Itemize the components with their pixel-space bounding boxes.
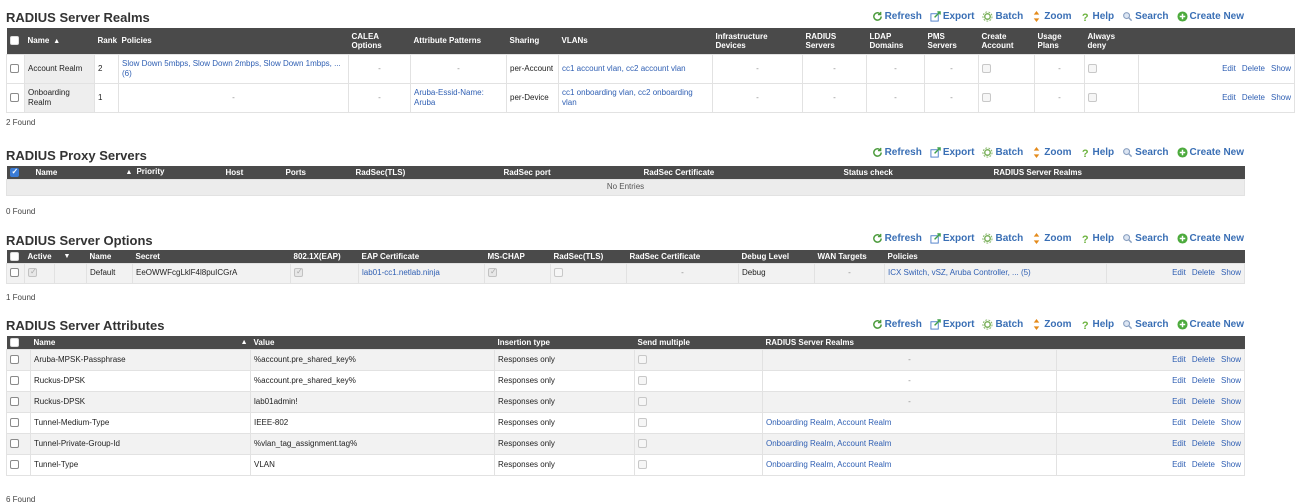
show-link[interactable]: Show (1220, 438, 1241, 448)
attr-name: Aruba-MPSK-Passphrase (31, 349, 251, 370)
export-button[interactable] (930, 319, 975, 330)
col-radsec-tls[interactable]: RadSec(TLS) (353, 166, 501, 179)
col-rank[interactable]: Rank (95, 28, 119, 54)
batch-button[interactable] (982, 147, 1023, 158)
realms-found-count: 2 Found (6, 118, 36, 127)
plus-circle-icon (1177, 11, 1188, 22)
debug-level: Debug (739, 263, 815, 283)
search-icon (1122, 319, 1133, 330)
col-radsec-certificate[interactable]: RadSec Certificate (627, 250, 739, 263)
options-found-count: 1 Found (6, 293, 36, 302)
send-multiple-checkbox (635, 412, 763, 433)
realm-vlans-link[interactable]: cc1 account vlan, cc2 account vlan (559, 54, 713, 83)
col-policies[interactable]: Policies (119, 28, 349, 54)
svg-text:?: ? (1081, 147, 1089, 160)
edit-link[interactable]: Edit (1172, 375, 1186, 385)
col-status-check[interactable]: Status check (841, 166, 991, 179)
col-radius-server-realms[interactable]: RADIUS Server Realms (991, 166, 1245, 179)
sort-down-icon: ▼ (63, 253, 71, 261)
delete-link[interactable]: Delete (1241, 92, 1265, 102)
row-checkbox[interactable] (7, 54, 25, 83)
export-label: Export (942, 10, 975, 22)
refresh-label: Refresh (884, 318, 922, 330)
col-active[interactable]: Active (25, 250, 55, 263)
help-button[interactable] (1080, 233, 1115, 244)
batch-button[interactable] (982, 11, 1023, 22)
realm-policies: - (119, 83, 349, 112)
show-link[interactable]: Show (1220, 268, 1241, 277)
export-icon (930, 147, 941, 158)
realm-attr: - (411, 54, 507, 83)
row-actions (1057, 370, 1245, 391)
col-infrastructure-devices[interactable]: Infrastructure Devices (713, 28, 803, 54)
row-actions (1057, 391, 1245, 412)
always-deny-checkbox (1085, 83, 1139, 112)
table-row (7, 83, 1295, 112)
option-name: Default (87, 263, 133, 283)
row-checkbox[interactable] (7, 433, 31, 454)
section-toolbar (872, 316, 1244, 332)
realm-calea: - (349, 54, 411, 83)
col-radius-servers[interactable]: RADIUS Servers (803, 28, 867, 54)
col-sort (55, 250, 87, 263)
export-button[interactable] (930, 11, 975, 22)
col-policies[interactable]: Policies (885, 250, 1107, 263)
col-name[interactable]: Name (33, 166, 123, 179)
table-row (7, 54, 1295, 83)
attr-value: %account.pre_shared_key% (251, 349, 495, 370)
col-priority[interactable]: ▲ Priority (123, 166, 223, 179)
help-label: Help (1092, 146, 1115, 158)
col-ms-chap[interactable]: MS-CHAP (485, 250, 551, 263)
options-title: RADIUS Server Options (6, 233, 153, 248)
delete-link[interactable]: Delete (1191, 459, 1215, 469)
search-icon (1122, 233, 1133, 244)
batch-label: Batch (995, 146, 1024, 158)
attributes-table (6, 336, 1245, 476)
options-section (6, 226, 1244, 304)
row-checkbox[interactable] (7, 263, 25, 283)
zoom-button[interactable] (1031, 319, 1071, 330)
col-secret[interactable]: Secret (133, 250, 291, 263)
active-checkbox (25, 263, 55, 283)
create-new-button[interactable] (1177, 147, 1244, 158)
sort-up-icon: ▲ (240, 338, 248, 346)
row-checkbox[interactable] (7, 412, 31, 433)
plus-circle-icon (1177, 319, 1188, 330)
refresh-icon (872, 233, 883, 244)
col-sharing[interactable]: Sharing (507, 28, 559, 54)
search-label: Search (1135, 10, 1169, 22)
attr-value: IEEE-802 (251, 412, 495, 433)
col-actions (1139, 28, 1295, 54)
zoom-icon (1031, 11, 1042, 22)
attributes-title: RADIUS Server Attributes (6, 318, 165, 333)
realm-infra: - (713, 83, 803, 112)
realm-calea: - (349, 83, 411, 112)
refresh-button[interactable] (872, 147, 922, 158)
search-icon (1122, 147, 1133, 158)
realms-header-row (7, 28, 1295, 54)
col-actions (1057, 336, 1245, 349)
col-name[interactable]: Name ▲ (25, 28, 95, 54)
attr-insertion: Responses only (495, 391, 635, 412)
refresh-icon (872, 147, 883, 158)
realm-attr-link[interactable]: Aruba-Essid-Name: Aruba (411, 83, 507, 112)
zoom-icon (1031, 147, 1042, 158)
refresh-icon (872, 319, 883, 330)
col-name[interactable]: Name (87, 250, 133, 263)
delete-link[interactable]: Delete (1191, 396, 1215, 406)
create-account-checkbox (979, 54, 1035, 83)
delete-link[interactable]: Delete (1191, 438, 1215, 448)
wan-targets: - (815, 263, 885, 283)
col-name[interactable]: Name ▲ (31, 336, 251, 349)
edit-link[interactable]: Edit (1172, 354, 1186, 364)
realm-sharing: per-Device (507, 83, 559, 112)
row-checkbox[interactable] (7, 83, 25, 112)
help-icon (1080, 147, 1091, 158)
edit-link[interactable]: Edit (1172, 417, 1186, 427)
realm-radius: - (803, 54, 867, 83)
attr-realms-link[interactable]: Onboarding Realm, Account Realm (763, 433, 1057, 454)
col-radsec-tls[interactable]: RadSec(TLS) (551, 250, 627, 263)
search-label: Search (1135, 318, 1169, 330)
attr-insertion: Responses only (495, 412, 635, 433)
search-icon (1122, 11, 1133, 22)
col-actions (1107, 250, 1245, 263)
export-button[interactable] (930, 147, 975, 158)
col-send-multiple[interactable]: Send multiple (635, 336, 763, 349)
export-label: Export (942, 146, 975, 158)
show-link[interactable]: Show (1220, 396, 1241, 406)
refresh-label: Refresh (884, 10, 922, 22)
search-label: Search (1135, 232, 1169, 244)
option-policies-link[interactable]: ICX Switch, vSZ, Aruba Controller, ... (5) (885, 263, 1107, 283)
col-radsec-port[interactable]: RadSec port (501, 166, 641, 179)
search-button[interactable] (1122, 319, 1168, 330)
refresh-label: Refresh (884, 232, 922, 244)
attr-insertion: Responses only (495, 433, 635, 454)
batch-button[interactable] (982, 319, 1023, 330)
select-all-checkbox[interactable] (7, 250, 25, 263)
show-link[interactable]: Show (1220, 417, 1241, 427)
proxy-title: RADIUS Proxy Servers (6, 148, 147, 163)
proxy-header-row (7, 166, 1245, 179)
export-label: Export (942, 318, 975, 330)
sort-up-icon: ▲ (53, 37, 61, 45)
edit-link[interactable]: Edit (1172, 459, 1186, 469)
col-usage-plans[interactable]: Usage Plans (1035, 28, 1085, 54)
col-always-deny[interactable]: Always deny (1085, 28, 1139, 54)
delete-link[interactable]: Delete (1191, 417, 1215, 427)
eap-checkbox (291, 263, 359, 283)
table-row (7, 263, 1245, 283)
show-link[interactable]: Show (1220, 375, 1241, 385)
row-actions (1139, 54, 1295, 83)
row-actions (1107, 263, 1245, 283)
help-button[interactable] (1080, 147, 1115, 158)
proxy-section (6, 140, 1244, 218)
always-deny-checkbox (1085, 54, 1139, 83)
realms-table (6, 28, 1295, 113)
realm-rank: 1 (95, 83, 119, 112)
batch-button[interactable] (982, 233, 1023, 244)
attr-value: %account.pre_shared_key% (251, 370, 495, 391)
col-calea[interactable]: CALEA Options (349, 28, 411, 54)
attributes-header-row (7, 336, 1245, 349)
create-new-button[interactable] (1177, 11, 1244, 22)
row-actions (1139, 83, 1295, 112)
svg-text:?: ? (1081, 233, 1089, 246)
section-toolbar (872, 144, 1244, 160)
radsec-checkbox (551, 263, 627, 283)
attr-value: VLAN (251, 454, 495, 475)
realm-usage: - (1035, 83, 1085, 112)
create-new-label: Create New (1189, 10, 1244, 22)
zoom-icon (1031, 233, 1042, 244)
realm-ldap: - (867, 83, 925, 112)
create-new-button[interactable] (1177, 319, 1244, 330)
attr-realms: - (763, 370, 1057, 391)
help-icon (1080, 11, 1091, 22)
realm-rank: 2 (95, 54, 119, 83)
realms-section (6, 6, 1291, 128)
realm-vlans-link[interactable]: cc1 onboarding vlan, cc2 onboarding vlan (559, 83, 713, 112)
zoom-button[interactable] (1031, 11, 1071, 22)
attr-insertion: Responses only (495, 370, 635, 391)
row-checkbox[interactable] (7, 391, 31, 412)
help-label: Help (1092, 10, 1115, 22)
show-link[interactable]: Show (1220, 459, 1241, 469)
realm-policies-link[interactable]: Slow Down 5mbps, Slow Down 2mbps, Slow Down 1mbps, ... (6) (119, 54, 349, 83)
realm-sharing: per-Account (507, 54, 559, 83)
search-button[interactable] (1122, 147, 1168, 158)
attr-value: %vlan_tag_assignment.tag% (251, 433, 495, 454)
attr-insertion: Responses only (495, 349, 635, 370)
edit-link[interactable]: Edit (1172, 268, 1186, 277)
create-account-checkbox (979, 83, 1035, 112)
create-new-label: Create New (1189, 232, 1244, 244)
realm-pms: - (925, 83, 979, 112)
attr-name: Ruckus-DPSK (31, 370, 251, 391)
attributes-found-count: 6 Found (6, 495, 36, 504)
row-checkbox[interactable] (7, 349, 31, 370)
zoom-label: Zoom (1044, 10, 1072, 22)
delete-link[interactable]: Delete (1241, 63, 1265, 73)
attr-realms: - (763, 391, 1057, 412)
help-icon (1080, 319, 1091, 330)
plus-circle-icon (1177, 233, 1188, 244)
row-actions (1057, 349, 1245, 370)
edit-link[interactable]: Edit (1222, 92, 1236, 102)
proxy-table (6, 166, 1245, 196)
attr-realms-link[interactable]: Onboarding Realm, Account Realm (763, 412, 1057, 433)
batch-icon (982, 11, 993, 22)
edit-link[interactable]: Edit (1172, 396, 1186, 406)
section-toolbar (872, 8, 1244, 24)
send-multiple-checkbox (635, 349, 763, 370)
refresh-label: Refresh (884, 146, 922, 158)
zoom-label: Zoom (1044, 318, 1072, 330)
col-wan-targets[interactable]: WAN Targets (815, 250, 885, 263)
table-row (7, 433, 1245, 454)
eap-certificate-link[interactable]: lab01-cc1.netlab.ninja (359, 263, 485, 283)
zoom-button[interactable] (1031, 147, 1071, 158)
realm-infra: - (713, 54, 803, 83)
table-row (7, 412, 1245, 433)
help-icon (1080, 233, 1091, 244)
show-link[interactable]: Show (1270, 92, 1291, 102)
zoom-label: Zoom (1044, 146, 1072, 158)
send-multiple-checkbox (635, 391, 763, 412)
options-table (6, 250, 1245, 284)
refresh-icon (872, 11, 883, 22)
col-host[interactable]: Host (223, 166, 283, 179)
attr-realms-link[interactable]: Onboarding Realm, Account Realm (763, 454, 1057, 475)
export-button[interactable] (930, 233, 975, 244)
delete-link[interactable]: Delete (1191, 375, 1215, 385)
options-header-row (7, 250, 1245, 263)
delete-link[interactable]: Delete (1191, 268, 1215, 277)
svg-text:?: ? (1081, 11, 1089, 24)
svg-text:?: ? (1081, 319, 1089, 332)
refresh-button[interactable] (872, 319, 922, 330)
col-eap-certificate[interactable]: EAP Certificate (359, 250, 485, 263)
select-all-checkbox[interactable] (7, 28, 25, 54)
attr-value: lab01admin! (251, 391, 495, 412)
col-8021x-eap[interactable]: 802.1X(EAP) (291, 250, 359, 263)
send-multiple-checkbox (635, 433, 763, 454)
plus-circle-icon (1177, 147, 1188, 158)
col-attribute-patterns[interactable]: Attribute Patterns (411, 28, 507, 54)
refresh-button[interactable] (872, 233, 922, 244)
realm-name: Account Realm (25, 54, 95, 83)
realm-ldap: - (867, 54, 925, 83)
select-all-checkbox[interactable] (7, 166, 33, 179)
col-create-account[interactable]: Create Account (979, 28, 1035, 54)
batch-icon (982, 233, 993, 244)
col-pms-servers[interactable]: PMS Servers (925, 28, 979, 54)
ms-chap-checkbox (485, 263, 551, 283)
table-row (7, 370, 1245, 391)
attributes-section (6, 312, 1244, 502)
col-ports[interactable]: Ports (283, 166, 353, 179)
edit-link[interactable]: Edit (1222, 63, 1236, 73)
show-link[interactable]: Show (1270, 63, 1291, 73)
zoom-label: Zoom (1044, 232, 1072, 244)
batch-label: Batch (995, 10, 1024, 22)
table-row (7, 454, 1245, 475)
realm-name: Onboarding Realm (25, 83, 95, 112)
show-link[interactable]: Show (1220, 354, 1241, 364)
help-button[interactable] (1080, 11, 1115, 22)
search-label: Search (1135, 146, 1169, 158)
create-new-button[interactable] (1177, 233, 1244, 244)
table-row (7, 391, 1245, 412)
batch-label: Batch (995, 318, 1024, 330)
create-new-label: Create New (1189, 146, 1244, 158)
attr-name: Ruckus-DPSK (31, 391, 251, 412)
row-actions (1057, 412, 1245, 433)
col-value[interactable]: Value (251, 336, 495, 349)
export-icon (930, 11, 941, 22)
attr-name: Tunnel-Type (31, 454, 251, 475)
select-all-checkbox[interactable] (7, 336, 31, 349)
export-icon (930, 233, 941, 244)
section-toolbar (872, 230, 1244, 246)
col-radius-server-realms[interactable]: RADIUS Server Realms (763, 336, 1057, 349)
search-button[interactable] (1122, 233, 1168, 244)
export-label: Export (942, 232, 975, 244)
sort-up-icon: ▲ (125, 169, 133, 177)
table-row (7, 349, 1245, 370)
realm-radius: - (803, 83, 867, 112)
batch-icon (982, 147, 993, 158)
option-secret: EeOWWFcgLklF4l8puICGrA (133, 263, 291, 283)
batch-icon (982, 319, 993, 330)
realm-pms: - (925, 54, 979, 83)
col-vlans[interactable]: VLANs (559, 28, 713, 54)
attr-name: Tunnel-Medium-Type (31, 412, 251, 433)
search-button[interactable] (1122, 11, 1168, 22)
table-row (7, 179, 1245, 195)
attr-name: Tunnel-Private-Group-Id (31, 433, 251, 454)
batch-label: Batch (995, 232, 1024, 244)
help-label: Help (1092, 318, 1115, 330)
refresh-button[interactable] (872, 11, 922, 22)
proxy-found-count: 0 Found (6, 207, 36, 216)
send-multiple-checkbox (635, 370, 763, 391)
radsec-certificate: - (627, 263, 739, 283)
send-multiple-checkbox (635, 454, 763, 475)
row-checkbox[interactable] (7, 454, 31, 475)
help-label: Help (1092, 232, 1115, 244)
col-radsec-certificate[interactable]: RadSec Certificate (641, 166, 841, 179)
row-actions (1057, 433, 1245, 454)
row-checkbox[interactable] (7, 370, 31, 391)
col-insertion-type[interactable]: Insertion type (495, 336, 635, 349)
create-new-label: Create New (1189, 318, 1244, 330)
help-button[interactable] (1080, 319, 1115, 330)
realms-title: RADIUS Server Realms (6, 10, 150, 25)
attr-realms: - (763, 349, 1057, 370)
realm-usage: - (1035, 54, 1085, 83)
spacer-cell (55, 263, 87, 283)
row-actions (1057, 454, 1245, 475)
edit-link[interactable]: Edit (1172, 438, 1186, 448)
zoom-button[interactable] (1031, 233, 1071, 244)
export-icon (930, 319, 941, 330)
no-entries: No Entries (7, 179, 1245, 195)
col-ldap-domains[interactable]: LDAP Domains (867, 28, 925, 54)
col-debug-level[interactable]: Debug Level (739, 250, 815, 263)
delete-link[interactable]: Delete (1191, 354, 1215, 364)
attr-insertion: Responses only (495, 454, 635, 475)
zoom-icon (1031, 319, 1042, 330)
